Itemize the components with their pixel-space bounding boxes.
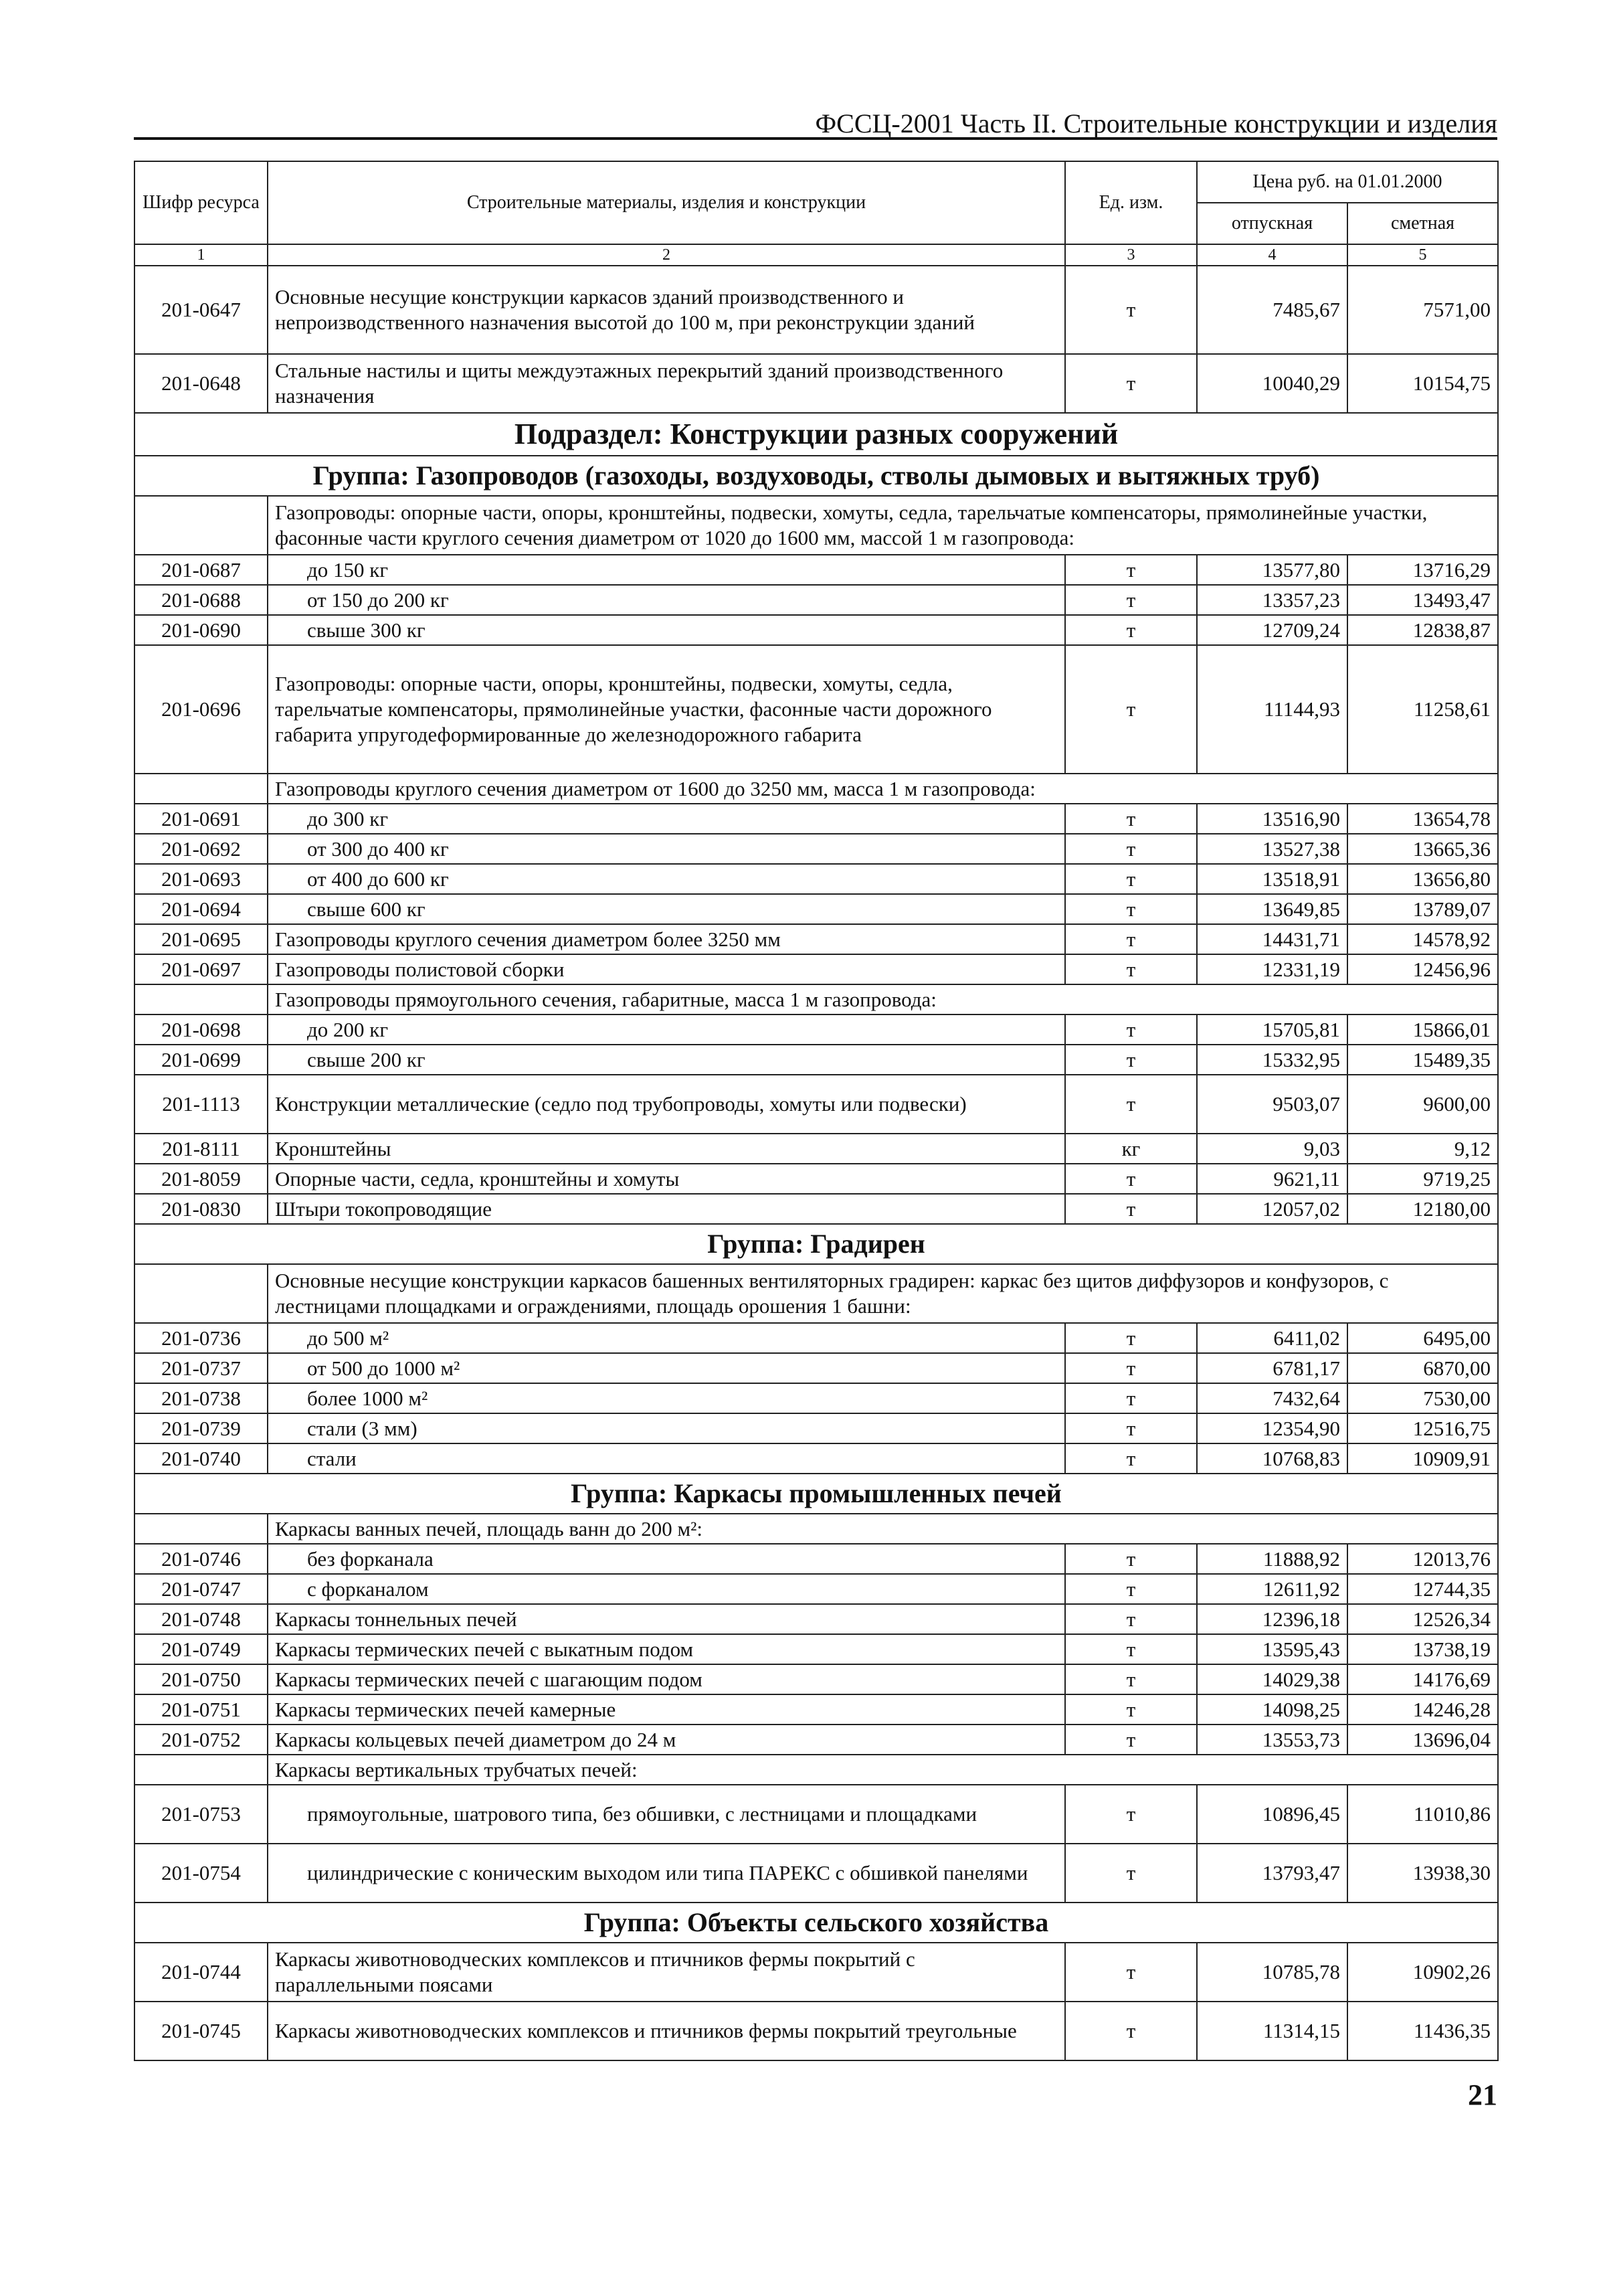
unit-cell: т (1065, 1844, 1197, 1903)
subgroup-label: Каркасы ванных печей, площадь ванн до 200 м²: (268, 1514, 1498, 1544)
estimate-price: 12526,34 (1347, 1604, 1498, 1634)
table-row (134, 864, 1498, 894)
material-name: с форканалом (268, 1574, 1065, 1604)
estimate-price: 12013,76 (1347, 1544, 1498, 1574)
resource-code: 201-0744 (134, 1943, 268, 2002)
material-name: от 400 до 600 кг (268, 864, 1065, 894)
table-row (134, 585, 1498, 615)
unit-cell: т (1065, 954, 1197, 984)
unit-cell: т (1065, 894, 1197, 924)
release-price: 11314,15 (1197, 2002, 1347, 2060)
price-table (134, 161, 1499, 2061)
release-price: 9503,07 (1197, 1075, 1347, 1134)
resource-code: 201-0692 (134, 834, 268, 864)
resource-code: 201-0751 (134, 1694, 268, 1725)
unit-cell: т (1065, 266, 1197, 354)
material-name: Каркасы термических печей камерные (268, 1694, 1065, 1725)
resource-code: 201-0694 (134, 894, 268, 924)
subgroup-label: Газопроводы прямоугольного сечения, габаритные, масса 1 м газопровода: (268, 984, 1498, 1014)
material-name: Каркасы термических печей с шагающим подом (268, 1664, 1065, 1694)
table-row (134, 1353, 1498, 1383)
table-header-row (134, 161, 1498, 203)
resource-code: 201-0740 (134, 1443, 268, 1474)
estimate-price: 12180,00 (1347, 1194, 1498, 1224)
table-row (134, 645, 1498, 774)
release-price: 13577,80 (1197, 555, 1347, 585)
estimate-price: 13493,47 (1347, 585, 1498, 615)
estimate-price: 10909,91 (1347, 1443, 1498, 1474)
unit-cell: т (1065, 1014, 1197, 1045)
table-row (134, 1134, 1498, 1164)
resource-code: 201-0753 (134, 1785, 268, 1844)
table-row (134, 1634, 1498, 1664)
estimate-price: 13789,07 (1347, 894, 1498, 924)
release-price: 10040,29 (1197, 354, 1347, 413)
table-row (134, 804, 1498, 834)
material-name: Опорные части, седла, кронштейны и хомуты (268, 1164, 1065, 1194)
estimate-price: 13665,36 (1347, 834, 1498, 864)
estimate-price: 12838,87 (1347, 615, 1498, 645)
subgroup-label-row (134, 496, 1498, 555)
estimate-price: 11010,86 (1347, 1785, 1498, 1844)
release-price: 9621,11 (1197, 1164, 1347, 1194)
unit-cell: т (1065, 924, 1197, 954)
estimate-price: 10154,75 (1347, 354, 1498, 413)
unit-cell: т (1065, 615, 1197, 645)
column-number: 2 (268, 244, 1065, 266)
unit-cell: кг (1065, 1134, 1197, 1164)
release-price: 7432,64 (1197, 1383, 1347, 1413)
unit-cell: т (1065, 1604, 1197, 1634)
release-price: 14431,71 (1197, 924, 1347, 954)
table-row (134, 1664, 1498, 1694)
unit-cell: т (1065, 1634, 1197, 1664)
unit-cell: т (1065, 804, 1197, 834)
resource-code: 201-0698 (134, 1014, 268, 1045)
material-name: Основные несущие конструкции каркасов зданий производственного и непроизводственного назначения высотой до 100 м, при реконструкции зданий (268, 266, 1065, 354)
table-row (134, 1694, 1498, 1725)
table-row (134, 1194, 1498, 1224)
estimate-price: 14176,69 (1347, 1664, 1498, 1694)
code-cell-empty (134, 984, 268, 1014)
resource-code: 201-0695 (134, 924, 268, 954)
material-name: прямоугольные, шатрового типа, без обшивки, с лестницами и площадками (268, 1785, 1065, 1844)
header-estimate-price: сметная (1347, 203, 1498, 244)
release-price: 13649,85 (1197, 894, 1347, 924)
release-price: 11888,92 (1197, 1544, 1347, 1574)
material-name: Каркасы животноводческих комплексов и птичников фермы покрытий с параллельными поясами (268, 1943, 1065, 2002)
unit-cell: т (1065, 2002, 1197, 2060)
resource-code: 201-8059 (134, 1164, 268, 1194)
column-number: 1 (134, 244, 268, 266)
resource-code: 201-0648 (134, 354, 268, 413)
table-row (134, 266, 1498, 354)
release-price: 7485,67 (1197, 266, 1347, 354)
unit-cell: т (1065, 1383, 1197, 1413)
table-row (134, 615, 1498, 645)
estimate-price: 13738,19 (1347, 1634, 1498, 1664)
table-row (134, 1323, 1498, 1353)
group-header-row (134, 1474, 1498, 1514)
material-name: свыше 600 кг (268, 894, 1065, 924)
resource-code: 201-0693 (134, 864, 268, 894)
release-price: 12057,02 (1197, 1194, 1347, 1224)
code-cell-empty (134, 1264, 268, 1323)
material-name: до 150 кг (268, 555, 1065, 585)
code-cell-empty (134, 774, 268, 804)
material-name: стали (3 мм) (268, 1413, 1065, 1443)
estimate-price: 7571,00 (1347, 266, 1498, 354)
material-name: Газопроводы полистовой сборки (268, 954, 1065, 984)
release-price: 12331,19 (1197, 954, 1347, 984)
header-rule (134, 137, 1497, 140)
release-price: 10785,78 (1197, 1943, 1347, 2002)
subgroup-label-row (134, 1264, 1498, 1323)
material-name: Кронштейны (268, 1134, 1065, 1164)
table-row (134, 1413, 1498, 1443)
table-row (134, 555, 1498, 585)
table-row (134, 1943, 1498, 2002)
resource-code: 201-0696 (134, 645, 268, 774)
material-name: до 300 кг (268, 804, 1065, 834)
resource-code: 201-0736 (134, 1323, 268, 1353)
material-name: Газопроводы круглого сечения диаметром более 3250 мм (268, 924, 1065, 954)
material-name: от 150 до 200 кг (268, 585, 1065, 615)
header-unit: Ед. изм. (1065, 161, 1197, 244)
header-price: Цена руб. на 01.01.2000 (1197, 161, 1498, 203)
release-price: 14029,38 (1197, 1664, 1347, 1694)
table-row (134, 1014, 1498, 1045)
material-name: свыше 300 кг (268, 615, 1065, 645)
table-row (134, 1604, 1498, 1634)
material-name: Газопроводы: опорные части, опоры, кронштейны, подвески, хомуты, седла, тарельчатые компенсаторы, прямолинейные участки, фасонные части дорожного габарита упругодеформированные до железнодорожного габарита (268, 645, 1065, 774)
column-number: 5 (1347, 244, 1498, 266)
release-price: 12354,90 (1197, 1413, 1347, 1443)
unit-cell: т (1065, 1075, 1197, 1134)
resource-code: 201-0754 (134, 1844, 268, 1903)
unit-cell: т (1065, 1664, 1197, 1694)
release-price: 13357,23 (1197, 585, 1347, 615)
resource-code: 201-0747 (134, 1574, 268, 1604)
material-name: без форканала (268, 1544, 1065, 1574)
release-price: 14098,25 (1197, 1694, 1347, 1725)
resource-code: 201-0739 (134, 1413, 268, 1443)
unit-cell: т (1065, 864, 1197, 894)
estimate-price: 13654,78 (1347, 804, 1498, 834)
resource-code: 201-0746 (134, 1544, 268, 1574)
page-number: 21 (1468, 2079, 1497, 2111)
section-title: Подраздел: Конструкции разных сооружений (134, 413, 1498, 456)
table-row (134, 1075, 1498, 1134)
material-name: цилиндрические с коническим выходом или типа ПАРЕКС с обшивкой панелями (268, 1844, 1065, 1903)
unit-cell: т (1065, 555, 1197, 585)
table-row (134, 1785, 1498, 1844)
estimate-price: 13696,04 (1347, 1725, 1498, 1755)
group-header-row (134, 1903, 1498, 1943)
resource-code: 201-0737 (134, 1353, 268, 1383)
estimate-price: 12456,96 (1347, 954, 1498, 984)
unit-cell: т (1065, 1323, 1197, 1353)
release-price: 11144,93 (1197, 645, 1347, 774)
material-name: свыше 200 кг (268, 1045, 1065, 1075)
resource-code: 201-0748 (134, 1604, 268, 1634)
table-row (134, 894, 1498, 924)
unit-cell: т (1065, 1413, 1197, 1443)
release-price: 13553,73 (1197, 1725, 1347, 1755)
header-materials: Строительные материалы, изделия и конструкции (268, 161, 1065, 244)
estimate-price: 13938,30 (1347, 1844, 1498, 1903)
resource-code: 201-0830 (134, 1194, 268, 1224)
material-name: стали (268, 1443, 1065, 1474)
subgroup-label-row (134, 1514, 1498, 1544)
resource-code: 201-0697 (134, 954, 268, 984)
release-price: 12611,92 (1197, 1574, 1347, 1604)
estimate-price: 15866,01 (1347, 1014, 1498, 1045)
release-price: 13527,38 (1197, 834, 1347, 864)
unit-cell: т (1065, 354, 1197, 413)
group-title: Группа: Градирен (134, 1224, 1498, 1264)
unit-cell: т (1065, 1574, 1197, 1604)
code-cell-empty (134, 1755, 268, 1785)
material-name: Каркасы животноводческих комплексов и птичников фермы покрытий треугольные (268, 2002, 1065, 2060)
table-row (134, 2002, 1498, 2060)
resource-code: 201-8111 (134, 1134, 268, 1164)
material-name: Конструкции металлические (седло под трубопроводы, хомуты или подвески) (268, 1075, 1065, 1134)
estimate-price: 14246,28 (1347, 1694, 1498, 1725)
column-number: 3 (1065, 244, 1197, 266)
material-name: Штыри токопроводящие (268, 1194, 1065, 1224)
code-cell-empty (134, 496, 268, 555)
resource-code: 201-0688 (134, 585, 268, 615)
estimate-price: 6495,00 (1347, 1323, 1498, 1353)
unit-cell: т (1065, 1164, 1197, 1194)
resource-code: 201-0647 (134, 266, 268, 354)
table-row (134, 1844, 1498, 1903)
subgroup-label: Газопроводы круглого сечения диаметром от 1600 до 3250 мм, масса 1 м газопровода: (268, 774, 1498, 804)
estimate-price: 9,12 (1347, 1134, 1498, 1164)
table-row (134, 834, 1498, 864)
section-header-row (134, 413, 1498, 456)
estimate-price: 13656,80 (1347, 864, 1498, 894)
code-cell-empty (134, 1514, 268, 1544)
estimate-price: 12516,75 (1347, 1413, 1498, 1443)
column-number: 4 (1197, 244, 1347, 266)
resource-code: 201-0691 (134, 804, 268, 834)
release-price: 9,03 (1197, 1134, 1347, 1164)
header-release-price: отпускная (1197, 203, 1347, 244)
table-row (134, 1164, 1498, 1194)
resource-code: 201-0749 (134, 1634, 268, 1664)
column-number-row (134, 244, 1498, 266)
release-price: 6411,02 (1197, 1323, 1347, 1353)
unit-cell: т (1065, 585, 1197, 615)
resource-code: 201-0738 (134, 1383, 268, 1413)
release-price: 10896,45 (1197, 1785, 1347, 1844)
estimate-price: 6870,00 (1347, 1353, 1498, 1383)
group-header-row (134, 1224, 1498, 1264)
estimate-price: 13716,29 (1347, 555, 1498, 585)
material-name: Каркасы кольцевых печей диаметром до 24 м (268, 1725, 1065, 1755)
unit-cell: т (1065, 1353, 1197, 1383)
unit-cell: т (1065, 1725, 1197, 1755)
resource-code: 201-0690 (134, 615, 268, 645)
release-price: 6781,17 (1197, 1353, 1347, 1383)
unit-cell: т (1065, 834, 1197, 864)
resource-code: 201-0745 (134, 2002, 268, 2060)
group-title: Группа: Газопроводов (газоходы, воздуховоды, стволы дымовых и вытяжных труб) (134, 456, 1498, 496)
header-code: Шифр ресурса (134, 161, 268, 244)
unit-cell: т (1065, 1194, 1197, 1224)
estimate-price: 9600,00 (1347, 1075, 1498, 1134)
unit-cell: т (1065, 1045, 1197, 1075)
release-price: 15332,95 (1197, 1045, 1347, 1075)
table-row (134, 1544, 1498, 1574)
running-header: ФССЦ-2001 Часть II. Строительные конструкции и изделия (815, 108, 1497, 139)
resource-code: 201-1113 (134, 1075, 268, 1134)
subgroup-label-row (134, 774, 1498, 804)
estimate-price: 7530,00 (1347, 1383, 1498, 1413)
resource-code: 201-0699 (134, 1045, 268, 1075)
release-price: 13518,91 (1197, 864, 1347, 894)
estimate-price: 15489,35 (1347, 1045, 1498, 1075)
unit-cell: т (1065, 645, 1197, 774)
estimate-price: 9719,25 (1347, 1164, 1498, 1194)
material-name: до 200 кг (268, 1014, 1065, 1045)
subgroup-label: Газопроводы: опорные части, опоры, кронштейны, подвески, хомуты, седла, тарельчатые компенсаторы, прямолинейные участки, фасонные части круглого сечения диаметром от 1020 до 1600 мм, массой 1 м газопровода: (268, 496, 1498, 555)
table-row (134, 1383, 1498, 1413)
material-name: Каркасы тоннельных печей (268, 1604, 1065, 1634)
table-row (134, 1045, 1498, 1075)
unit-cell: т (1065, 1785, 1197, 1844)
estimate-price: 14578,92 (1347, 924, 1498, 954)
unit-cell: т (1065, 1443, 1197, 1474)
material-name: Каркасы термических печей с выкатным подом (268, 1634, 1065, 1664)
release-price: 12709,24 (1197, 615, 1347, 645)
table-row (134, 954, 1498, 984)
estimate-price: 12744,35 (1347, 1574, 1498, 1604)
unit-cell: т (1065, 1544, 1197, 1574)
estimate-price: 11436,35 (1347, 2002, 1498, 2060)
release-price: 15705,81 (1197, 1014, 1347, 1045)
table-row (134, 924, 1498, 954)
subgroup-label-row (134, 1755, 1498, 1785)
material-name: Стальные настилы и щиты междуэтажных перекрытий зданий производственного назначения (268, 354, 1065, 413)
material-name: до 500 м² (268, 1323, 1065, 1353)
release-price: 13516,90 (1197, 804, 1347, 834)
table-row (134, 1574, 1498, 1604)
group-header-row (134, 456, 1498, 496)
unit-cell: т (1065, 1943, 1197, 2002)
resource-code: 201-0750 (134, 1664, 268, 1694)
group-title: Группа: Объекты сельского хозяйства (134, 1903, 1498, 1943)
material-name: от 300 до 400 кг (268, 834, 1065, 864)
subgroup-label: Каркасы вертикальных трубчатых печей: (268, 1755, 1498, 1785)
resource-code: 201-0752 (134, 1725, 268, 1755)
subgroup-label: Основные несущие конструкции каркасов башенных вентиляторных градирен: каркас без щитов диффузоров и конфузоров, с лестницами площадками и ограждениями, площадь орошения 1 башни: (268, 1264, 1498, 1323)
table-row (134, 354, 1498, 413)
material-name: более 1000 м² (268, 1383, 1065, 1413)
release-price: 12396,18 (1197, 1604, 1347, 1634)
table-row (134, 1443, 1498, 1474)
material-name: от 500 до 1000 м² (268, 1353, 1065, 1383)
resource-code: 201-0687 (134, 555, 268, 585)
subgroup-label-row (134, 984, 1498, 1014)
release-price: 13595,43 (1197, 1634, 1347, 1664)
release-price: 10768,83 (1197, 1443, 1347, 1474)
estimate-price: 11258,61 (1347, 645, 1498, 774)
estimate-price: 10902,26 (1347, 1943, 1498, 2002)
group-title: Группа: Каркасы промышленных печей (134, 1474, 1498, 1514)
table-body (134, 161, 1498, 2060)
release-price: 13793,47 (1197, 1844, 1347, 1903)
table-row (134, 1725, 1498, 1755)
unit-cell: т (1065, 1694, 1197, 1725)
